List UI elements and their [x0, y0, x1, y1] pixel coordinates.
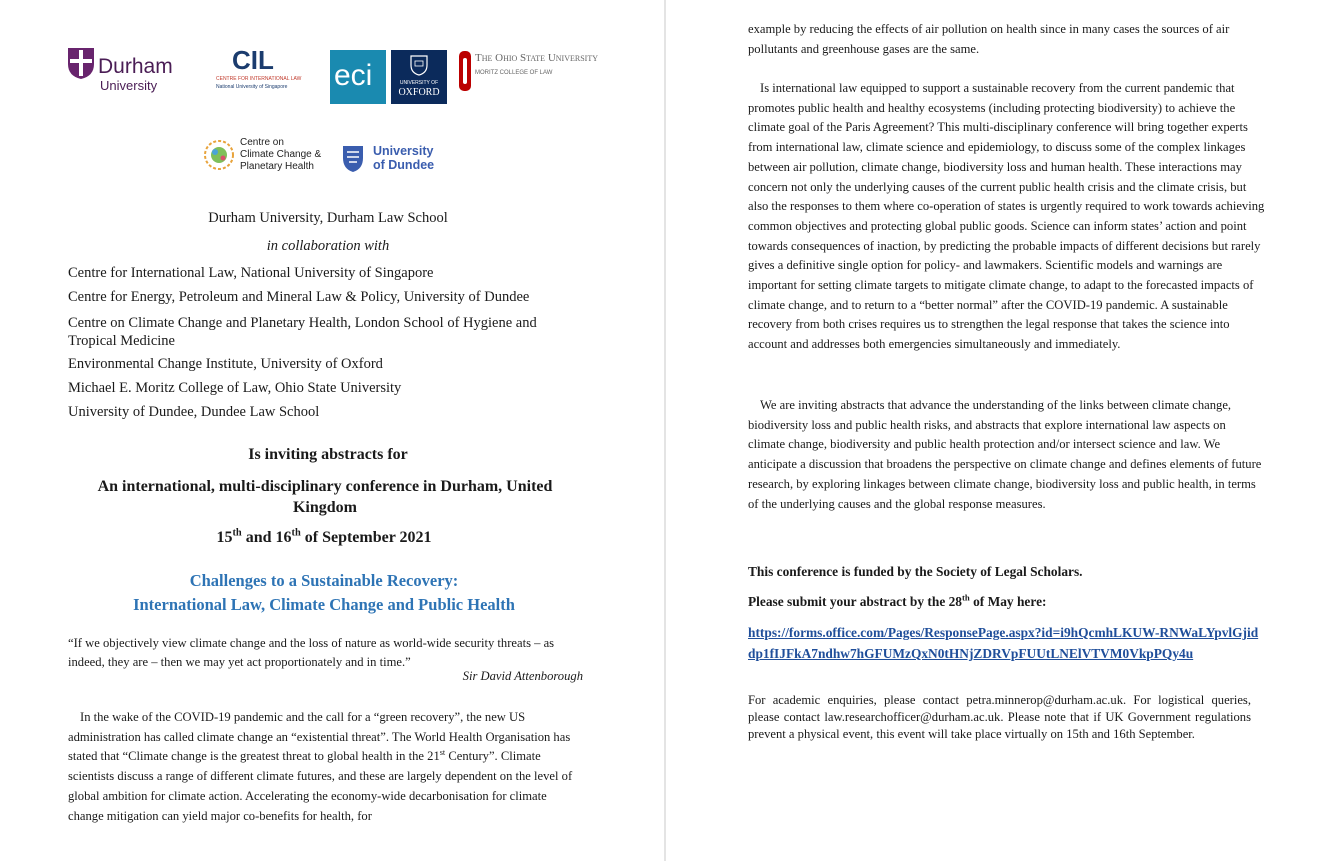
durham-crest-icon — [66, 46, 96, 80]
invite-heading: Is inviting abstracts for — [248, 446, 408, 463]
cil-logo — [216, 46, 306, 96]
dundee-logo — [341, 142, 441, 178]
planetary-logo-line2: Climate Change & — [240, 149, 322, 160]
intro-paragraph-part1: In the wake of the COVID-19 pandemic and the call for a “green recovery”, the new US administration has called climate change an “existential threat”. The World Health Organisation has stated that “Climate change is the greatest threat to global health in the 21 — [68, 710, 571, 764]
submission-deadline-pre: Please submit your abstract by the 28 — [748, 594, 962, 609]
collaboration-label: in collaboration with — [266, 238, 390, 254]
enquiries-paragraph: For academic enquiries, please contact petra.minnerop@durham.ac.uk. For logistical queries, please contact law.researchofficer@durham.ac.uk. Please note that if UK Government regulations prevent a physical event, this event will take place virtually on 15th and 16th September. — [748, 693, 1251, 742]
durham-logo-sub: University — [100, 78, 158, 93]
oxford-logo-line1: UNIVERSITY OF — [399, 80, 439, 86]
date-day1: 15 — [216, 529, 233, 546]
quote-author: Sir David Attenborough — [462, 669, 583, 683]
ohio-block-o-icon — [458, 50, 472, 92]
durham-university-logo — [66, 46, 186, 98]
submission-deadline — [748, 593, 1268, 611]
cil-logo-sub2: National University of Singapore — [216, 84, 288, 90]
cil-logo-sub1: CENTRE FOR INTERNATIONAL LAW — [216, 76, 302, 82]
ohio-state-logo — [458, 50, 598, 96]
intro-paragraph — [68, 708, 580, 826]
eci-logo — [330, 50, 386, 104]
conference-description: An international, multi-disciplinary conference in Durham, United Kingdom — [97, 478, 553, 516]
conference-scope-paragraph: Is international law equipped to support a sustainable recovery from the current pandemic that promotes public health and healthy ecosystems (including protecting biodiversity) to achieve the climate goal of the Paris Agreement? This multi-disciplinary conference will bring together experts from international law, climate science and epidemiology, to discuss some of the complex linkages between air pollution, climate change, biodiversity loss and human health. These interactions may concern not only the underlying causes of the current public health crisis and the climate crisis, but also the responses to them where co-operation of states is urgently required to work towards achieving common objectives and protecting global public goods. Science can inform states’ action and point towards consequences of inaction, by predicting the probable impacts of different decisions but rarely gives a definitive single option for policy- and lawmakers. Scientific models and warnings are important for setting climate targets to mitigate climate change, to adapt to the forecasted impacts of climate change, and to return to a “better normal” after the COVID-19 pandemic. A sustainable recovery from both crises requires us to strengthen the legal response that takes the science into account and addresses both emergencies simultaneously and immediately. — [748, 81, 1265, 352]
oxford-logo — [391, 50, 447, 104]
call-for-abstracts-paragraph: We are inviting abstracts that advance the understanding of the links between climate change, biodiversity loss and public health risks, and abstracts that explore international law aspects on climate change, biodiversity and public health protection and/or intersect science and law. We anticipate a discussion that broadens the perspective on climate change and defines elements of future research, by exploring linkages between climate change, biodiversity loss and public health, in terms of the underlying causes and the global response measures. — [748, 398, 1262, 511]
oxford-logo-line2: OXFORD — [398, 87, 440, 98]
dundee-logo-line2: of Dundee — [373, 158, 435, 172]
organization-item: Environmental Change Institute, University of Oxford — [68, 356, 383, 372]
organization-item: Centre for Energy, Petroleum and Mineral Law & Policy, University of Dundee — [68, 289, 530, 305]
organization-item: Michael E. Moritz College of Law, Ohio State University — [68, 380, 402, 396]
cil-logo-name: CIL — [232, 45, 274, 75]
planetary-logo-line3: Planetary Health — [240, 161, 314, 172]
document-page-left — [0, 0, 664, 861]
host-institution: Durham University, Durham Law School — [208, 210, 448, 226]
funding-statement: This conference is funded by the Society of Legal Scholars. — [748, 564, 1083, 579]
organization-item: Centre on Climate Change and Planetary Health, London School of Hygiene and Tropical Medicine — [68, 315, 537, 349]
dundee-shield-icon — [341, 144, 365, 174]
conference-date — [68, 528, 580, 548]
globe-icon — [202, 136, 236, 174]
date-sup2: th — [291, 527, 301, 539]
continued-paragraph: example by reducing the effects of air pollution on health since in many cases the sources of air pollutants and greenhouse gases are the same. — [748, 22, 1230, 56]
document-page-right — [666, 0, 1339, 861]
organization-item: Centre for International Law, National University of Singapore — [68, 265, 434, 281]
intro-paragraph-sup: st — [439, 748, 446, 758]
ohio-logo-name: The Ohio State University — [475, 52, 598, 64]
durham-logo-name: Durham — [98, 55, 173, 78]
conference-title-line1: Challenges to a Sustainable Recovery: — [189, 571, 459, 590]
date-rest: of September 2021 — [300, 529, 432, 546]
organization-item: University of Dundee, Dundee Law School — [68, 404, 320, 420]
oxford-crest-icon — [409, 54, 429, 76]
date-sup1: th — [232, 527, 242, 539]
submission-deadline-post: of May here: — [969, 594, 1047, 609]
planetary-health-logo — [202, 136, 327, 176]
dundee-logo-line1: University — [373, 144, 434, 158]
intro-paragraph-part2: Century”. Climate scientists discuss a range of different climate futures, and these are largely dependent on the level of global ambition for climate action. Accelerating the economy-wide decarbonisation for climate change mitigation can yield major co-benefits for health, for — [68, 749, 573, 823]
attenborough-quote: “If we objectively view climate change and the loss of nature as world-wide security threats – as indeed, they are – then we may yet act proportionately and in time.” — [68, 636, 555, 669]
submission-deadline-sup: th — [962, 592, 970, 603]
planetary-logo-line1: Centre on — [240, 137, 284, 148]
date-and: and 16 — [241, 529, 292, 546]
conference-title-line2: International Law, Climate Change and Public Health — [133, 595, 515, 614]
eci-logo-name: eci — [334, 59, 373, 92]
ohio-logo-sub: MORITZ COLLEGE OF LAW — [475, 70, 553, 76]
submission-form-link[interactable]: https://forms.office.com/Pages/ResponsePage.aspx?id=i9hQcmhLKUW-RNWaLYpvlGjiddp1fIJFkA7ndhw7hGFUMzQxN0tHNjZDRVpFUUtLNElVTVM0VkpPQy4u — [748, 625, 1259, 661]
